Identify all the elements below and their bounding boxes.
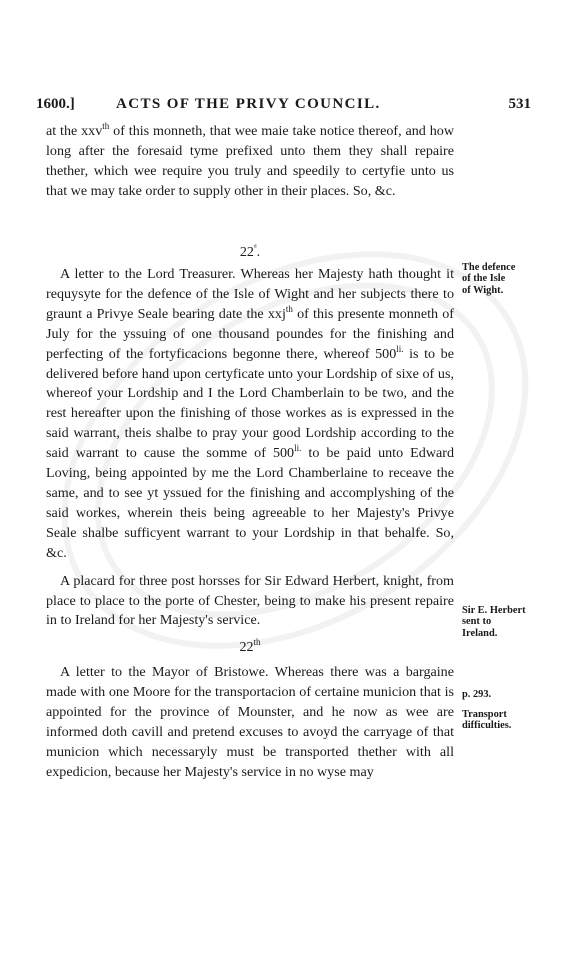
margin-note-page-ref: p. 293. — [462, 689, 492, 700]
continued-paragraph: at the xxv$^{th}$ of this monneth, that wee maie take notice thereof, and how long after the foresaid tyme prefixed unto them they shall repaire thether, which wee require you truly and speedily to certyfie unto us that we may take order to supply other in their places. So, &c. — [46, 121, 454, 199]
margin-note-defence: The defence of the Isle of Wight. — [462, 262, 516, 296]
page-number: 531 — [508, 96, 531, 112]
margin-note-transport: Transport difficulties. — [462, 709, 512, 732]
header-title: ACTS OF THE PRIVY COUNCIL. — [116, 96, 381, 112]
header-year: 1600.] — [36, 96, 75, 112]
date-heading-22th: 22th — [239, 637, 261, 656]
letter-to-lord-treasurer: A letter to the Lord Treasurer. Whereas her Majesty hath thought it requysyte for the defence of the Isle of Wight and her subjects there to graunt a Privye Seale bearing date the xxj$^{th}$ of this presente monneth of July for the yssuing of one thousand poundes for the finishing and perfecting of the fortyficacions begonne there, whereof $500^{li.}$ is to be delivered before hand upon certyficate unto your Lordship of sixe of us, whereof your Lordship and I the Lord Chamberlain to be two, and the rest hereafter upon the finishing of those workes as is expressed in the said warrant, theis shalbe to pray your good Lordship according to the said warrant to cause the somme of $500^{li.}$ to be paid unto Edward Loving, being appointed by me the Lord Chamberlaine to receave the same, and to see yt yssued for the finishing and accomplyshing of the said workes, wherein theis being agreeable to her Majesty's Privye Seale shalbe sufficyent warrant to your Lordship in that behalfe. So, &c. — [46, 266, 454, 561]
margin-note-herbert: Sir E. Herbert sent to Ireland. — [462, 605, 526, 639]
letter-to-mayor-of-bristowe: A letter to the Mayor of Bristowe. Whereas there was a bargaine made with one Moore for the transportacion of certaine municion that is appointed for the province of Mounster, and he now as wee are informed doth cavill and pretend excuses to avoyd the carryage of that municion which necessaryly must be transported thether with all expedicion, because her Majesty's service in no wyse may — [46, 664, 454, 780]
main-text — [46, 122, 454, 783]
running-header — [36, 96, 531, 120]
placard-paragraph: A placard for three post horsses for Sir Edward Herbert, knight, from place to place to the porte of Chester, being to make his present repaire in to Ireland for her Majesty's service. — [46, 572, 454, 629]
date-heading-22d: $22^ᵈ$. — [239, 242, 261, 260]
